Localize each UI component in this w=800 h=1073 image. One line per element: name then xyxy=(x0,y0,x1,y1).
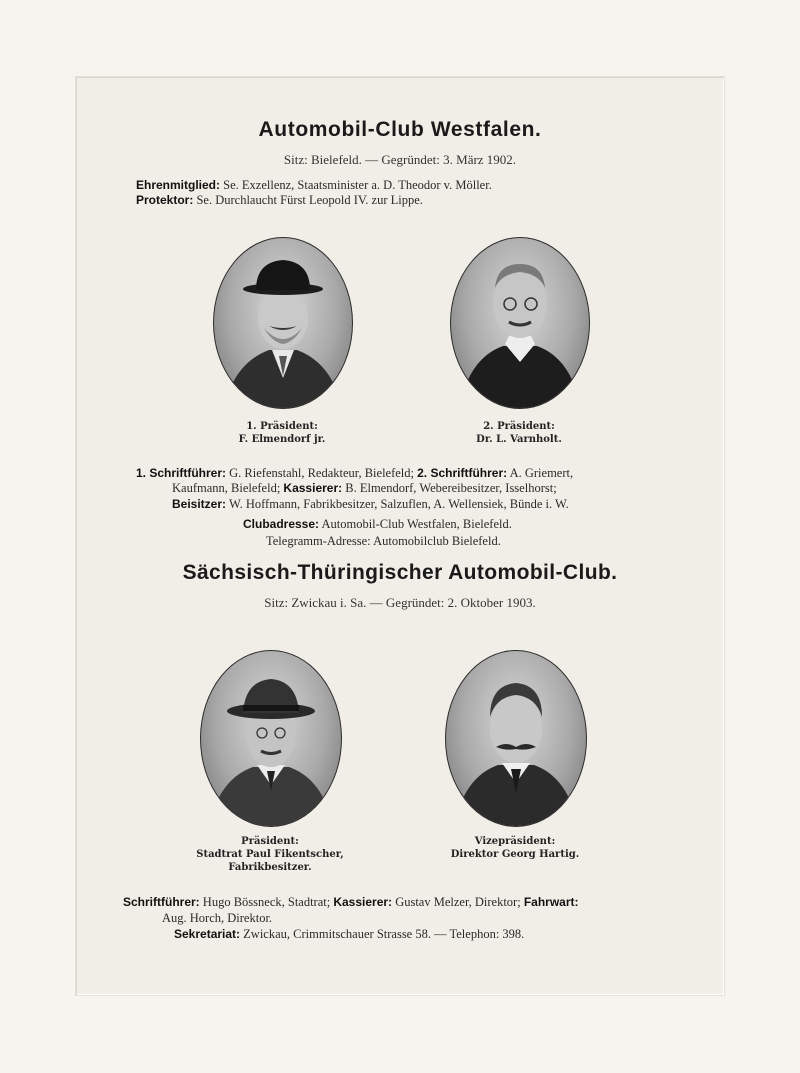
club2-subtitle: Sitz: Zwickau i. Sa. — Gegründet: 2. Oktober 1903. xyxy=(264,595,536,610)
club2-title: Sächsisch-Thüringischer Automobil-Club. xyxy=(182,561,618,584)
portrait-president-4-figure xyxy=(446,651,586,826)
printed-page xyxy=(76,77,724,995)
officers-line-3 xyxy=(172,497,569,512)
club2-cashier-label: Kassierer: xyxy=(333,895,393,909)
officers-line-2 xyxy=(172,481,557,496)
caption-name: F. Elmendorf jr. xyxy=(238,434,326,445)
caption-president-3 xyxy=(196,835,344,874)
protector-text: Se. Durchlaucht Fürst Leopold IV. zur Lippe. xyxy=(196,193,423,207)
club2-office-line xyxy=(174,927,524,942)
portrait-president-2 xyxy=(450,237,590,409)
portrait-president-1 xyxy=(213,237,353,409)
portrait-president-4 xyxy=(445,650,587,827)
club1-title: Automobil-Club Westfalen. xyxy=(258,118,542,141)
club2-sec-text: Hugo Bössneck, Stadtrat; xyxy=(202,895,331,909)
honor-label: Ehrenmitglied: xyxy=(136,178,221,192)
club2-cashier-text: Gustav Melzer, Direktor; xyxy=(395,895,521,909)
caption-president-4 xyxy=(441,835,589,861)
honor-text: Se. Exzellenz, Staatsminister a. D. Theodor v. Möller. xyxy=(223,178,492,192)
club-address-line xyxy=(243,517,512,532)
caption-role: Vizepräsident: xyxy=(474,836,556,847)
sec1-text: G. Riefenstahl, Redakteur, Bielefeld; xyxy=(229,466,414,480)
cashier-text: B. Elmendorf, Webereibesitzer, Isselhorst; xyxy=(345,481,557,495)
club1-protector-line xyxy=(136,193,423,208)
club2-driver-text: Aug. Horch, Direktor. xyxy=(162,911,273,925)
caption-president-1 xyxy=(232,420,332,446)
sec2-text: A. Griemert, xyxy=(509,466,574,480)
officers-line-1 xyxy=(136,466,573,481)
caption-name: Stadtrat Paul Fikentscher, xyxy=(196,849,344,860)
portrait-president-2-figure xyxy=(451,238,589,408)
club1-subtitle: Sitz: Bielefeld. — Gegründet: 3. März 1902. xyxy=(283,152,517,167)
club2-officers-line-2 xyxy=(162,911,272,926)
assessor-text: W. Hoffmann, Fabrikbesitzer, Salzuflen, A. Wellensiek, Bünde i. W. xyxy=(228,497,569,511)
club2-driver-label: Fahrwart: xyxy=(523,895,579,909)
portrait-president-3-figure xyxy=(201,651,341,826)
club2-officers-line-1 xyxy=(123,895,579,910)
club1-honor-line xyxy=(136,178,492,193)
caption-role: 2. Präsident: xyxy=(483,421,555,432)
portrait-president-3 xyxy=(200,650,342,827)
address-label: Clubadresse: xyxy=(243,517,320,531)
caption-role: Präsident: xyxy=(241,836,299,847)
address-text: Automobil-Club Westfalen, Bielefeld. xyxy=(321,517,512,531)
sec2-cont: Kaufmann, Bielefeld; xyxy=(172,481,281,495)
assessor-label: Beisitzer: xyxy=(172,497,227,511)
cashier-label: Kassierer: xyxy=(283,481,343,495)
sec1-label: 1. Schriftführer: xyxy=(136,466,227,480)
club2-office-text: Zwickau, Crimmitschauer Strasse 58. — Telephon: 398. xyxy=(243,927,525,941)
club2-sec-label: Schriftführer: xyxy=(123,895,200,909)
caption-extra: Fabrikbesitzer. xyxy=(228,862,312,873)
sec2-label: 2. Schriftführer: xyxy=(417,466,508,480)
protector-label: Protektor: xyxy=(136,193,194,207)
telegram-line: Telegramm-Adresse: Automobilclub Bielefeld. xyxy=(266,534,501,548)
caption-president-2 xyxy=(469,420,569,446)
caption-name: Dr. L. Varnholt. xyxy=(476,434,562,445)
club2-office-label: Sekretariat: xyxy=(174,927,241,941)
portrait-president-1-figure xyxy=(214,238,352,408)
caption-name: Direktor Georg Hartig. xyxy=(450,849,580,860)
caption-role: 1. Präsident: xyxy=(246,421,318,432)
